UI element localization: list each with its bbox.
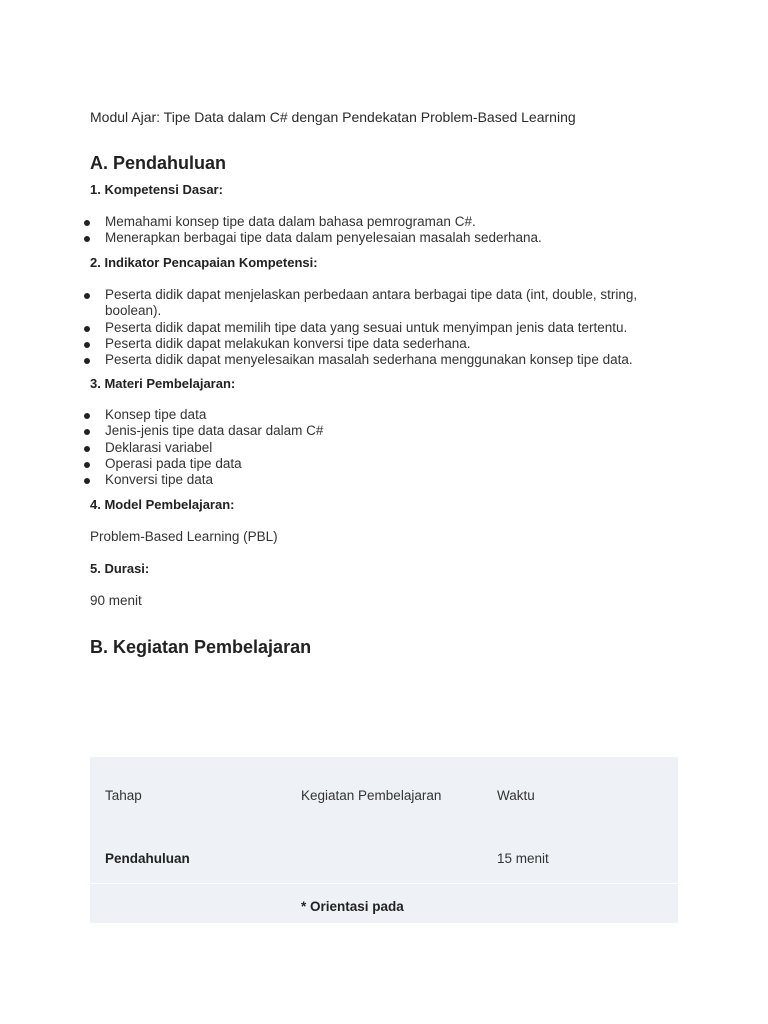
bullet-icon bbox=[84, 358, 90, 364]
bullet-icon bbox=[84, 413, 90, 419]
bullet-icon bbox=[84, 326, 90, 332]
list-item: Memahami konsep tipe data dalam bahasa pemrograman C#. bbox=[0, 214, 665, 230]
table-row bbox=[90, 835, 678, 884]
bullet-icon bbox=[84, 220, 90, 226]
bullet-icon bbox=[84, 446, 90, 452]
cell-kegiatan: * Orientasi pada bbox=[301, 899, 404, 914]
bullet-icon bbox=[84, 236, 90, 242]
list-item: Operasi pada tipe data bbox=[0, 456, 665, 472]
bullet-icon bbox=[84, 342, 90, 348]
list-item: Deklarasi variabel bbox=[0, 440, 665, 456]
materi-heading: 3. Materi Pembelajaran: bbox=[90, 376, 236, 391]
model-heading: 4. Model Pembelajaran: bbox=[90, 497, 235, 512]
document-title: Modul Ajar: Tipe Data dalam C# dengan Pendekatan Problem-Based Learning bbox=[90, 109, 576, 125]
kompetensi-dasar-list bbox=[0, 214, 665, 247]
list-item: Menerapkan berbagai tipe data dalam penyelesaian masalah sederhana. bbox=[0, 230, 665, 246]
list-item: Peserta didik dapat melakukan konversi tipe data sederhana. bbox=[0, 336, 665, 352]
cell-waktu: 15 menit bbox=[497, 851, 549, 866]
list-item: Konversi tipe data bbox=[0, 472, 665, 488]
durasi-heading: 5. Durasi: bbox=[90, 561, 150, 576]
model-value: Problem-Based Learning (PBL) bbox=[90, 529, 278, 544]
cell-tahap: Pendahuluan bbox=[105, 851, 190, 866]
header-tahap: Tahap bbox=[105, 788, 142, 803]
bullet-icon bbox=[84, 429, 90, 435]
indikator-heading: 2. Indikator Pencapaian Kompetensi: bbox=[90, 255, 318, 270]
list-item: Peserta didik dapat menjelaskan perbedaan antara berbagai tipe data (int, double, string, boolean). bbox=[0, 287, 665, 320]
durasi-value: 90 menit bbox=[90, 593, 142, 608]
table-row bbox=[90, 884, 678, 923]
list-item: Peserta didik dapat menyelesaikan masalah sederhana menggunakan konsep tipe data. bbox=[0, 352, 665, 368]
table-header-row bbox=[90, 757, 678, 835]
list-item: Peserta didik dapat memilih tipe data yang sesuai untuk menyimpan jenis data tertentu. bbox=[0, 320, 665, 336]
indikator-list bbox=[0, 287, 665, 368]
kegiatan-table bbox=[90, 757, 678, 923]
header-waktu: Waktu bbox=[497, 788, 535, 803]
materi-list bbox=[0, 407, 665, 488]
section-a-heading: A. Pendahuluan bbox=[90, 153, 227, 173]
header-kegiatan: Kegiatan Pembelajaran bbox=[301, 788, 442, 803]
kompetensi-dasar-heading: 1. Kompetensi Dasar: bbox=[90, 182, 223, 197]
section-b-heading: B. Kegiatan Pembelajaran bbox=[90, 637, 312, 657]
bullet-icon bbox=[84, 478, 90, 484]
list-item: Jenis-jenis tipe data dasar dalam C# bbox=[0, 423, 665, 439]
list-item: Konsep tipe data bbox=[0, 407, 665, 423]
bullet-icon bbox=[84, 462, 90, 468]
bullet-icon bbox=[84, 293, 90, 299]
